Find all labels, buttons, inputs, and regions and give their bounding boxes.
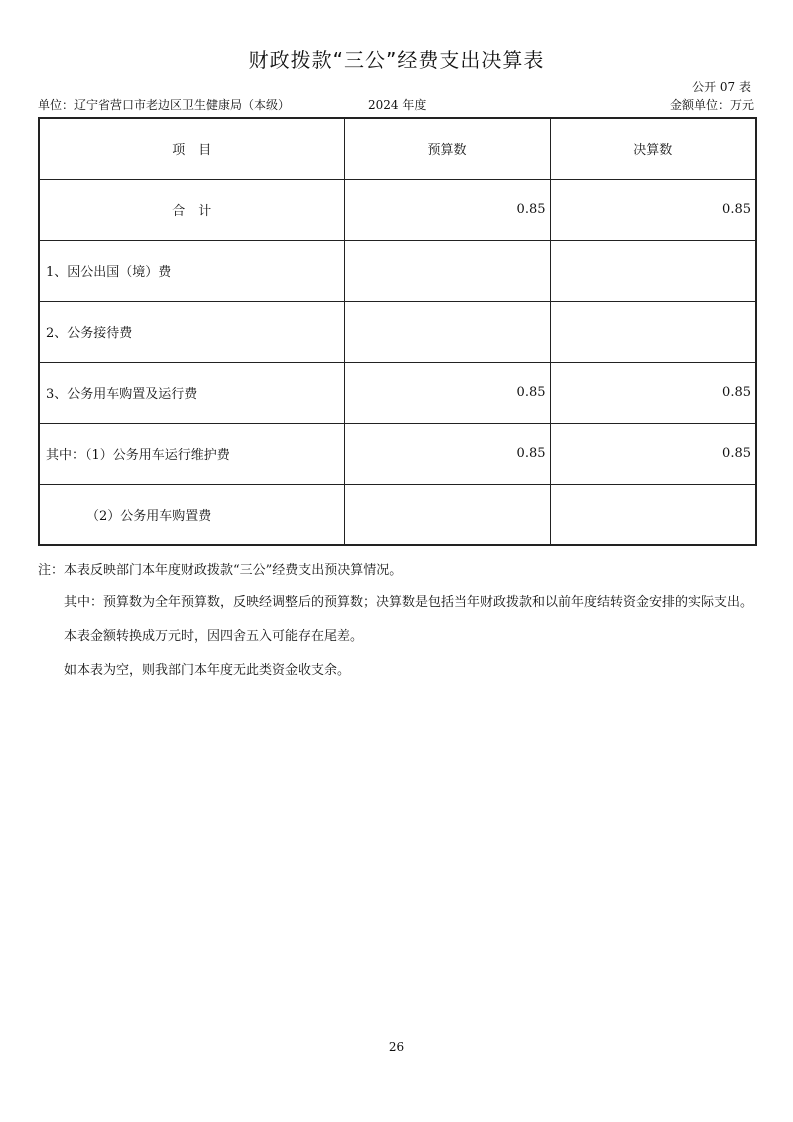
expense-table — [38, 117, 757, 546]
row-vehicle-purchase-label: （2）公务用车购置费 — [39, 484, 344, 545]
page-title: 财政拨款“三公”经费支出决算表 — [248, 48, 545, 72]
row-vehicle-budget: 0.85 — [344, 362, 550, 423]
row-reception-label: 2、公务接待费 — [39, 301, 344, 362]
table-row — [39, 362, 756, 423]
row-total-budget: 0.85 — [344, 179, 550, 240]
notes-section — [38, 560, 754, 694]
row-vehicle-operation-budget: 0.85 — [344, 423, 550, 484]
row-vehicle-purchase-budget — [344, 484, 550, 545]
row-vehicle-label: 3、公务用车购置及运行费 — [39, 362, 344, 423]
row-total-label: 合 计 — [39, 179, 344, 240]
table-row — [39, 423, 756, 484]
note-definition: 其中：预算数为全年预算数，反映经调整后的预算数；决算数是包括当年财政拨款和以前年度结转资金安排的实际支出。 — [64, 595, 754, 610]
note-empty: 如本表为空，则我部门本年度无此类资金收支余。 — [64, 663, 351, 678]
table-row — [39, 484, 756, 545]
table-header-row — [39, 118, 756, 179]
row-travel-budget — [344, 240, 550, 301]
table-row — [39, 179, 756, 240]
header-final: 决算数 — [550, 118, 756, 179]
table-row — [39, 240, 756, 301]
row-vehicle-purchase-final — [550, 484, 756, 545]
header-item: 项 目 — [39, 118, 344, 179]
row-total-final: 0.85 — [550, 179, 756, 240]
row-travel-final — [550, 240, 756, 301]
note-main: 注：本表反映部门本年度财政拨款“三公”经费支出预决算情况。 — [38, 563, 403, 578]
table-row — [39, 301, 756, 362]
row-reception-budget — [344, 301, 550, 362]
row-reception-final — [550, 301, 756, 362]
page-number: 26 — [388, 1040, 405, 1054]
fiscal-year: 2024 年度 — [368, 98, 427, 112]
meta-row — [38, 96, 754, 114]
row-vehicle-operation-final: 0.85 — [550, 423, 756, 484]
header-budget: 预算数 — [344, 118, 550, 179]
amount-unit: 金额单位：万元 — [669, 98, 754, 112]
unit-label: 单位：辽宁省营口市老边区卫生健康局（本级） — [38, 98, 291, 112]
form-number: 公开 07 表 — [692, 80, 751, 94]
row-travel-label: 1、因公出国（境）费 — [39, 240, 344, 301]
row-vehicle-operation-label: 其中：（1）公务用车运行维护费 — [39, 423, 344, 484]
row-vehicle-final: 0.85 — [550, 362, 756, 423]
note-rounding: 本表金额转换成万元时，因四舍五入可能存在尾差。 — [64, 629, 364, 644]
